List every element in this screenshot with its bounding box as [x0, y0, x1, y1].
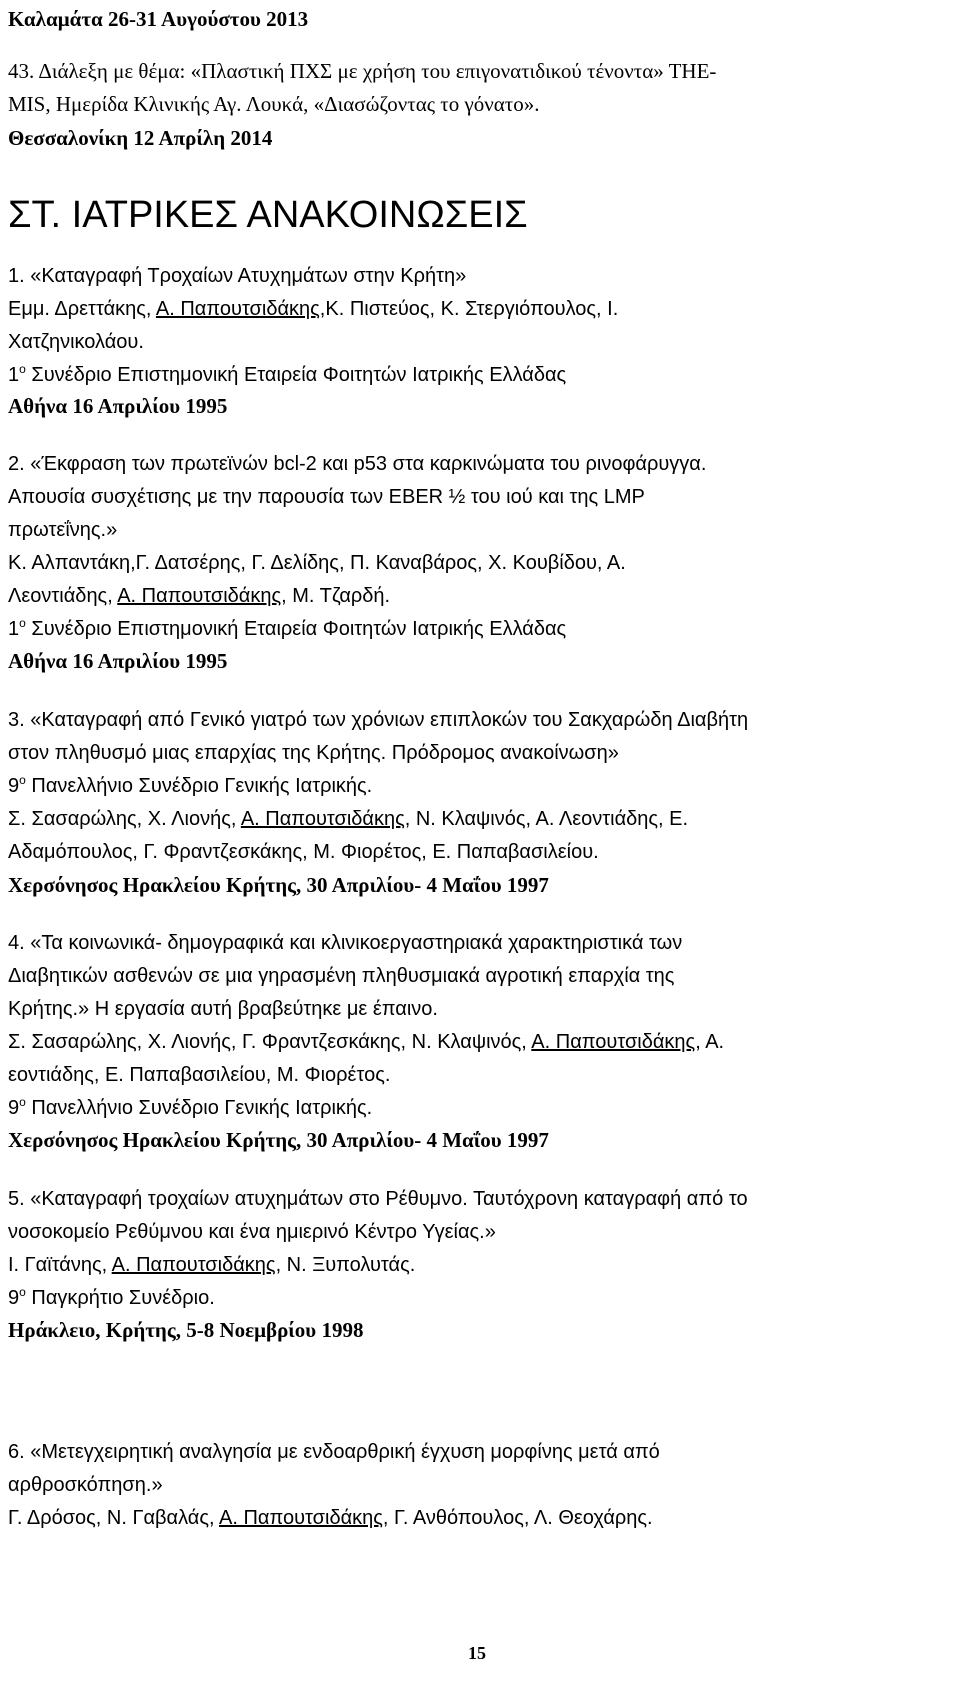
item2-title-cont2: πρωτεΐνης.» [8, 519, 118, 541]
item6-authors-highlight: Α. Παπουτσιδάκης, [219, 1507, 389, 1529]
item5-conference [8, 1285, 215, 1311]
item3-title: 3. «Καταγραφή από Γενικό γιατρό των χρόνιων επιπλοκών του Σακχαρώδη Διαβήτη [8, 709, 749, 731]
item4-conf-num: 9 [8, 1097, 20, 1119]
item4-place: Χερσόνησος Ηρακλείου Κρήτης, 30 Απριλίου- 4 Μαΐου 1997 [8, 1128, 549, 1152]
item5-place: Ηράκλειο, Κρήτης, 5-8 Νοεμβρίου 1998 [8, 1318, 364, 1342]
item2-authors-b: , Μ. Τζαρδή. [281, 585, 391, 607]
item4-conference [8, 1095, 372, 1121]
item43-line1: 43. Διάλεξη με θέμα: «Πλαστική ΠΧΣ με χρήση του επιγονατιδικού τένοντα» ΤΗΕ- [8, 59, 717, 83]
item4-authors-highlight: Α. Παπουτσιδάκης [531, 1031, 696, 1053]
section-title: ΣΤ. ΙΑΤΡΙΚΕΣ ΑΝΑΚΟΙΝΩΣΕΙΣ [8, 194, 528, 236]
item43-line3: Θεσσαλονίκη 12 Απρίλη 2014 [8, 126, 273, 150]
item1-place: Αθήνα 16 Απριλίου 1995 [8, 394, 228, 418]
header-line: Καλαμάτα 26-31 Αυγούστου 2013 [8, 7, 309, 31]
item3-conf-num: 9 [8, 775, 20, 797]
item2-conf-text: Συνέδριο Επιστημονική Εταιρεία Φοιτητών Ιατρικής Ελλάδας [25, 618, 567, 640]
item5-title-cont: νοσοκομείο Ρεθύμνου και ένα ημιερινό Κέντρο Υγείας.» [8, 1221, 496, 1243]
item6-title-cont: αρθροσκόπηση.» [8, 1474, 163, 1496]
item3-authors-highlight: Α. Παπουτσιδάκης [240, 808, 405, 830]
item2-title: 2. «Έκφραση των πρωτεϊνών bcl-2 και p53 στα καρκινώματα του ρινοφάρυγγα. [8, 453, 707, 475]
page-number: 15 [468, 1643, 486, 1663]
item4-authors-cont: εοντιάδης, Ε. Παπαβασιλείου, Μ. Φιορέτος. [8, 1064, 391, 1086]
item4-authors-a: Σ. Σασαρώλης, Χ. Λιονής, Γ. Φραντζεσκάκης, Ν. Κλαψινός, [8, 1031, 532, 1053]
item1-authors-b: Κ. Πιστεύος, Κ. Στεργιόπουλος, Ι. [325, 298, 619, 320]
item3-title-cont: στον πληθυσμό μιας επαρχίας της Κρήτης. Πρόδρομος ανακοίνωση» [8, 742, 619, 764]
item1-authors-a: Εμμ. Δρεττάκης, [8, 298, 156, 320]
item6-authors [8, 1505, 653, 1531]
item1-conference [8, 362, 566, 388]
item2-conf-sup: ο [19, 616, 26, 630]
item3-place: Χερσόνησος Ηρακλείου Κρήτης, 30 Απριλίου- 4 Μαΐου 1997 [8, 873, 549, 897]
item5-conf-num: 9 [8, 1287, 20, 1309]
item5-conf-sup: ο [19, 1285, 26, 1299]
item1-conf-sup: ο [19, 362, 26, 376]
item1-conf-num: 1 [8, 364, 20, 386]
item5-authors-b: , Ν. Ξυπολυτάς. [275, 1254, 416, 1276]
item1-authors-cont: Χατζηνικολάου. [8, 331, 144, 353]
item2-conference [8, 616, 566, 642]
item1-authors-highlight: Α. Παπουτσιδάκης, [155, 298, 326, 320]
item4-title: 4. «Τα κοινωνικά- δημογραφικά και κλινικοεργαστηριακά χαρακτηριστικά των [8, 932, 683, 954]
item5-title: 5. «Καταγραφή τροχαίων ατυχημάτων στο Ρέθυμνο. Ταυτόχρονη καταγραφή από το [8, 1188, 748, 1210]
item4-title-cont2: Κρήτης.» Η εργασία αυτή βραβεύτηκε με έπαινο. [8, 998, 438, 1020]
item2-place: Αθήνα 16 Απριλίου 1995 [8, 649, 228, 673]
item4-conf-sup: ο [19, 1095, 26, 1109]
item4-title-cont1: Διαβητικών ασθενών σε μια γηρασμένη πληθυσμιακά αγροτική επαρχία της [8, 965, 675, 987]
item3-authors [8, 806, 688, 832]
item4-authors [8, 1029, 724, 1055]
item2-authors-cont [8, 583, 390, 609]
item43-line2: MIS, Ημερίδα Κλινικής Αγ. Λουκά, «Διασώζοντας το γόνατο». [8, 92, 540, 116]
item3-conference [8, 773, 372, 799]
item3-authors-b: , Ν. Κλαψινός, Α. Λεοντιάδης, Ε. [404, 808, 689, 830]
item4-authors-b: , Α. [695, 1031, 725, 1053]
item6-title: 6. «Μετεγχειρητική αναλγησία με ενδοαρθρική έγχυση μορφίνης μετά από [8, 1441, 660, 1463]
item3-conf-text: Πανελλήνιο Συνέδριο Γενικής Ιατρικής. [25, 775, 373, 797]
item2-authors-highlight: Α. Παπουτσιδάκης [117, 585, 282, 607]
item3-authors-a: Σ. Σασαρώλης, Χ. Λιονής, [8, 808, 241, 830]
item5-conf-text: Παγκρήτιο Συνέδριο. [25, 1287, 215, 1309]
item3-authors-cont: Αδαμόπουλος, Γ. Φραντζεσκάκης, Μ. Φιορέτος, Ε. Παπαβασιλείου. [8, 841, 599, 863]
item2-conf-num: 1 [8, 618, 20, 640]
item1-authors [8, 296, 618, 322]
item2-authors-a: Λεοντιάδης, [8, 585, 118, 607]
item1-title: 1. «Καταγραφή Τροχαίων Ατυχημάτων στην Κρήτη» [8, 265, 467, 287]
item1-conf-text: Συνέδριο Επιστημονική Εταιρεία Φοιτητών Ιατρικής Ελλάδας [25, 364, 567, 386]
item6-authors-b: Γ. Ανθόπουλος, Λ. Θεοχάρης. [388, 1507, 653, 1529]
item4-conf-text: Πανελλήνιο Συνέδριο Γενικής Ιατρικής. [25, 1097, 373, 1119]
item5-authors-highlight: Α. Παπουτσιδάκης [111, 1254, 276, 1276]
item6-authors-a: Γ. Δρόσος, Ν. Γαβαλάς, [8, 1507, 220, 1529]
item5-authors [8, 1252, 415, 1278]
item2-authors: Κ. Αλπαντάκη,Γ. Δατσέρης, Γ. Δελίδης, Π. Καναβάρος, Χ. Κουβίδου, Α. [8, 552, 626, 574]
item3-conf-sup: ο [19, 773, 26, 787]
item2-title-cont1: Απουσία συσχέτισης με την παρουσία των EBER ½ του ιού και της LMP [8, 486, 645, 508]
item5-authors-a: Ι. Γαϊτάνης, [8, 1254, 112, 1276]
